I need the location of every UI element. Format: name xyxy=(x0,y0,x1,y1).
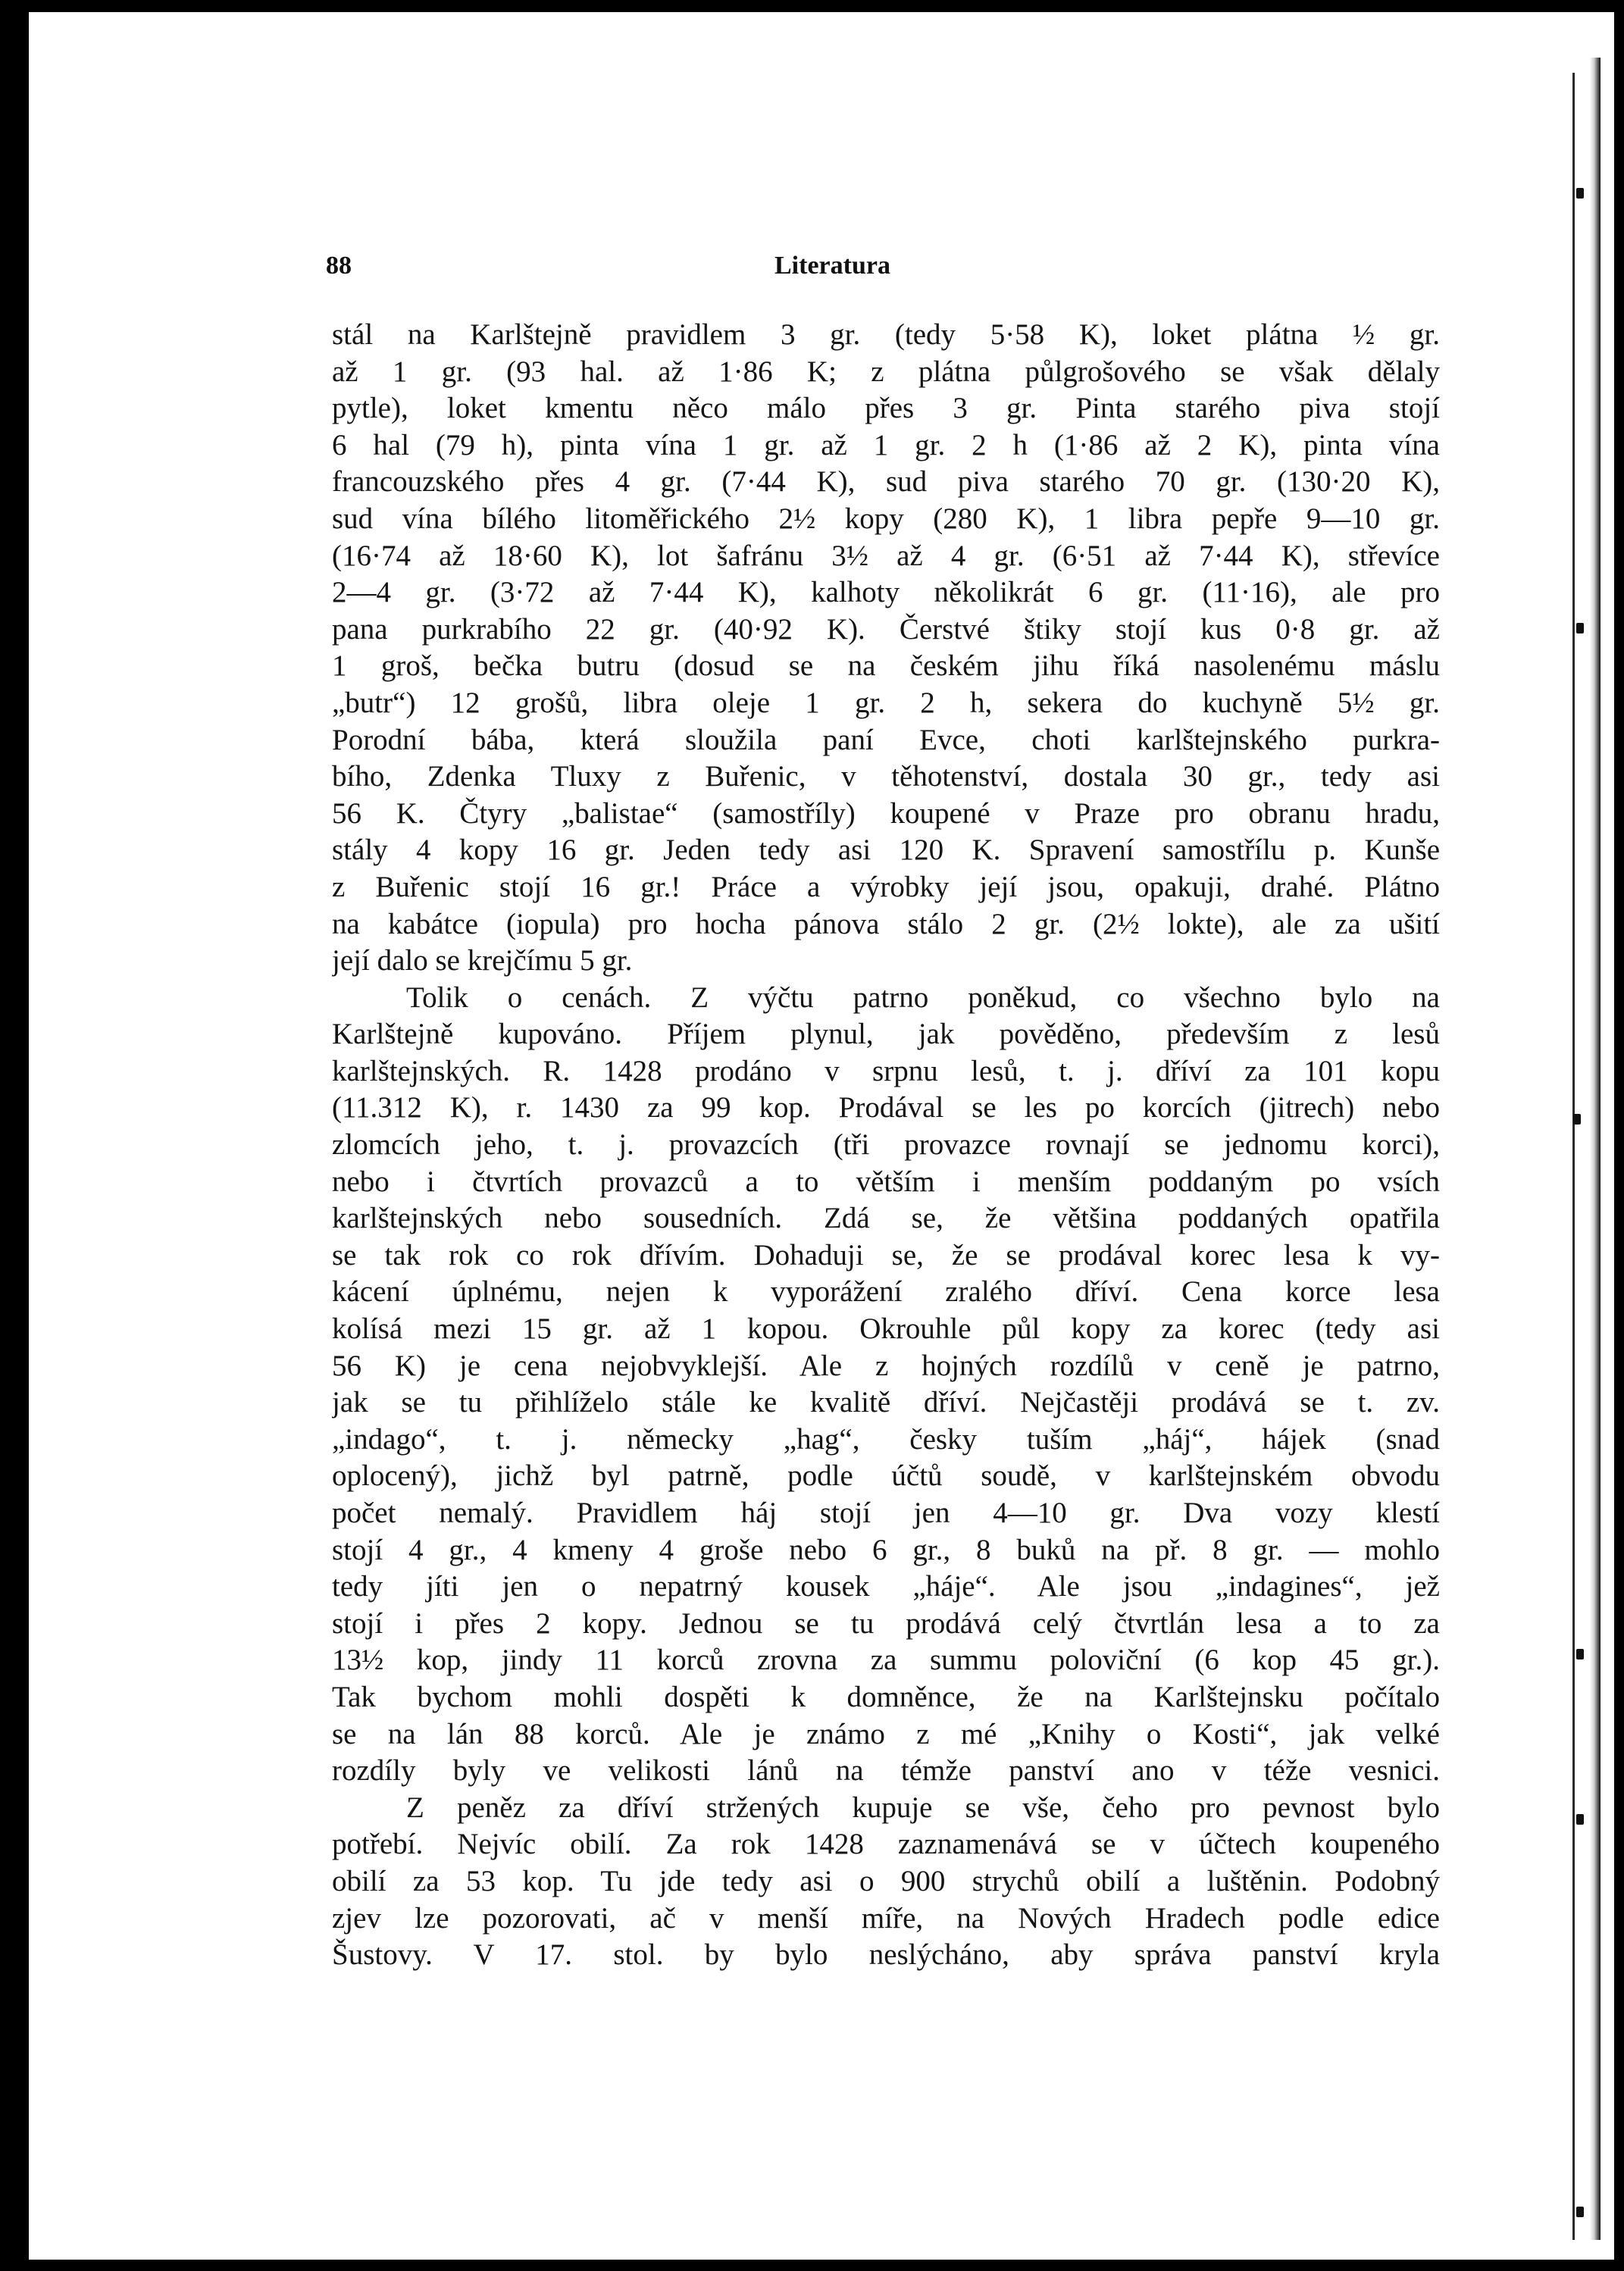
text-line: stály 4 kopy 16 gr. Jeden tedy asi 120 K. Spravení samostřílu p. Kunše xyxy=(332,834,1440,867)
paragraph-first-line: Z peněz za dříví stržených kupuje se vše, čeho pro pevnost bylo xyxy=(406,1791,1440,1824)
text-line: se tak rok co rok dřívím. Dohaduji se, že se prodával korec lesa k vy- xyxy=(332,1238,1440,1272)
paragraph-end-line: její dalo se krejčímu 5 gr. xyxy=(332,944,633,978)
text-line: 1 groš, bečka butru (dosud se na českém jihu říká nasolenému máslu xyxy=(332,649,1440,683)
edge-mark xyxy=(1576,188,1584,199)
text-line: oplocený), jichž byl patrně, podle účtů soudě, v karlštejnském obvodu xyxy=(332,1459,1440,1493)
text-line: „indago“, t. j. německy „hag“, česky tuším „háj“, hájek (snad xyxy=(332,1422,1440,1456)
text-line: obilí za 53 kop. Tu jde tedy asi o 900 strychů obilí a luštěnin. Podobný xyxy=(332,1864,1440,1897)
text-line: zlomcích jeho, t. j. provazcích (tři provazce rovnají se jednomu korci), xyxy=(332,1128,1440,1162)
text-line: (16·74 až 18·60 K), lot šafránu 3½ až 4 gr. (6·51 až 7·44 K), střevíce xyxy=(332,539,1440,572)
text-line: 6 hal (79 h), pinta vína 1 gr. až 1 gr. 2 h (1·86 až 2 K), pinta vína xyxy=(332,428,1440,461)
running-title: Literatura xyxy=(774,252,890,280)
text-line: nebo i čtvrtích provazců a to větším i menším poddaným po vsích xyxy=(332,1165,1440,1198)
text-line: stojí i přes 2 kopy. Jednou se tu prodává celý čtvrtlán lesa a to za xyxy=(332,1606,1440,1640)
text-line: 13½ kop, jindy 11 korců zrovna za summu poloviční (6 kop 45 gr.). xyxy=(332,1644,1440,1677)
text-line: bího, Zdenka Tluxy z Buřenic, v těhotenství, dostala 30 gr., tedy asi xyxy=(332,760,1440,793)
paragraph-first-line: Tolik o cenách. Z výčtu patrno poněkud, co všechno bylo na xyxy=(406,981,1440,1014)
text-line: zjev lze pozorovati, ač v menší míře, na Nových Hradech podle edice xyxy=(332,1901,1440,1935)
text-line: Tak bychom mohli dospěti k domněnce, že na Karlštejnsku počítalo xyxy=(332,1680,1440,1713)
text-line: kolísá mezi 15 gr. až 1 kopou. Okrouhle půl kopy za korec (tedy asi xyxy=(332,1312,1440,1346)
edge-mark xyxy=(1576,1814,1584,1825)
text-line: 56 K) je cena nejobvyklejší. Ale z hojných rozdílů v ceně je patrno, xyxy=(332,1349,1440,1382)
text-line: francouzského přes 4 gr. (7·44 K), sud piva starého 70 gr. (130·20 K), xyxy=(332,465,1440,499)
edge-mark xyxy=(1576,2207,1584,2217)
text-line: Porodní bába, která sloužila paní Evce, choti karlštejnského purkra- xyxy=(332,723,1440,756)
text-line: (11.312 K), r. 1430 za 99 kop. Prodával se les po korcích (jitrech) nebo xyxy=(332,1091,1440,1125)
text-line: 56 K. Čtyry „balistae“ (samostříly) koupené v Praze pro obranu hradu, xyxy=(332,796,1440,830)
text-line: potřebí. Nejvíc obilí. Za rok 1428 zaznamenává se v účtech koupeného xyxy=(332,1828,1440,1861)
text-line: 2—4 gr. (3·72 až 7·44 K), kalhoty několikrát 6 gr. (11·16), ale pro xyxy=(332,576,1440,609)
page-edge-shadow xyxy=(1590,58,1601,2240)
text-line: na kabátce (iopula) pro hocha pánova stálo 2 gr. (2½ lokte), ale za ušití xyxy=(332,907,1440,940)
text-line: karlštejnských nebo sousedních. Zdá se, že většina poddaných opatřila xyxy=(332,1202,1440,1235)
text-line: se na lán 88 korců. Ale je známo z mé „Knihy o Kosti“, jak velké xyxy=(332,1717,1440,1750)
text-line: z Buřenic stojí 16 gr.! Práce a výrobky její jsou, opakuji, drahé. Plátno xyxy=(332,870,1440,903)
text-line: jak se tu přihlíželo stále ke kvalitě dříví. Nejčastěji prodává se t. zv. xyxy=(332,1386,1440,1419)
text-line: Karlštejně kupováno. Příjem plynul, jak pověděno, především z lesů xyxy=(332,1018,1440,1051)
text-line: rozdíly byly ve velikosti lánů na témže panství ano v téže vesnici. xyxy=(332,1754,1440,1788)
text-line: stál na Karlštejně pravidlem 3 gr. (tedy 5·58 K), loket plátna ½ gr. xyxy=(332,318,1440,351)
text-line: karlštejnských. R. 1428 prodáno v srpnu lesů, t. j. dříví za 101 kopu xyxy=(332,1054,1440,1087)
page-number: 88 xyxy=(326,252,352,280)
page-header xyxy=(326,252,1432,289)
text-line: „butr“) 12 grošů, libra oleje 1 gr. 2 h, sekera do kuchyně 5½ gr. xyxy=(332,686,1440,719)
text-line: sud vína bílého litoměřického 2½ kopy (280 K), 1 libra pepře 9—10 gr. xyxy=(332,502,1440,535)
edge-mark xyxy=(1576,1649,1584,1659)
edge-mark xyxy=(1576,623,1584,633)
text-line: pytle), loket kmentu něco málo přes 3 gr. Pinta starého piva stojí xyxy=(332,392,1440,425)
body-text xyxy=(332,317,1440,1974)
text-line: Šustovy. V 17. stol. by bylo neslýcháno, aby správa panství kryla xyxy=(332,1938,1440,1972)
text-line: až 1 gr. (93 hal. až 1·86 K; z plátna půlgrošového se však dělaly xyxy=(332,355,1440,388)
text-line: pana purkrabího 22 gr. (40·92 K). Čerstvé štiky stojí kus 0·8 gr. až xyxy=(332,612,1440,646)
text-line: počet nemalý. Pravidlem háj stojí jen 4—10 gr. Dva vozy klestí xyxy=(332,1497,1440,1529)
text-line: tedy jíti jen o nepatrný kousek „háje“. Ale jsou „indagines“, jež xyxy=(332,1570,1440,1603)
page-edge-line xyxy=(1572,73,1575,2240)
text-line: stojí 4 gr., 4 kmeny 4 groše nebo 6 gr., 8 buků na př. 8 gr. — mohlo xyxy=(332,1533,1440,1566)
text-line: kácení úplnému, nejen k vyporážení zralého dříví. Cena korce lesa xyxy=(332,1275,1440,1309)
edge-mark xyxy=(1573,1114,1581,1125)
